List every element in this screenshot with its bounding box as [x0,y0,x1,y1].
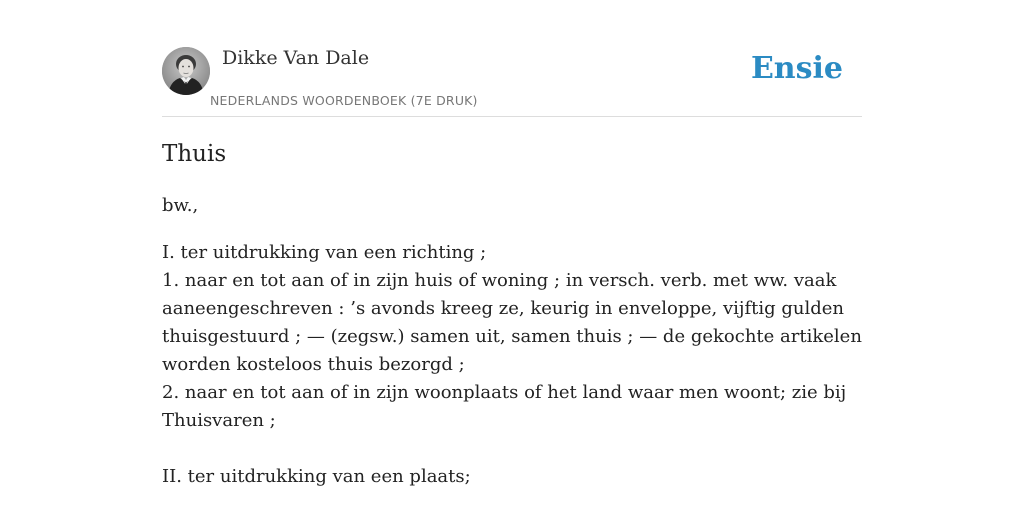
author-name[interactable]: Dikke Van Dale [222,47,370,69]
definition-line: aaneengeschreven : ’s avonds kreeg ze, keurig in enveloppe, vijftig gulden [162,298,845,319]
dictionary-source[interactable]: NEDERLANDS WOORDENBOEK (7E DRUK) [210,93,478,108]
definition-line: worden kosteloos thuis bezorgd ; [162,354,465,375]
definition-line: I. ter uitdrukking van een richting ; [162,242,487,263]
brand-logo[interactable]: Ensie [750,51,843,86]
author-avatar[interactable] [162,47,210,95]
entry-body [162,239,862,491]
header [162,44,862,117]
paragraph-break [162,435,862,463]
definition-line: 2. naar en tot aan of in zijn woonplaats of het land waar men woont; zie bij [162,382,847,403]
part-of-speech: bw., [162,195,199,216]
entry-title: Thuis [162,141,227,167]
definition-line: II. ter uitdrukking van een plaats; [162,466,471,487]
definition-line: 1. naar en tot aan of in zijn huis of woning ; in versch. verb. met ww. vaak [162,270,837,291]
definition-line: Thuisvaren ; [162,410,276,431]
definition-line: thuisgestuurd ; — (zegsw.) samen uit, samen thuis ; — de gekochte artikelen [162,326,862,347]
portrait-image [162,47,210,95]
